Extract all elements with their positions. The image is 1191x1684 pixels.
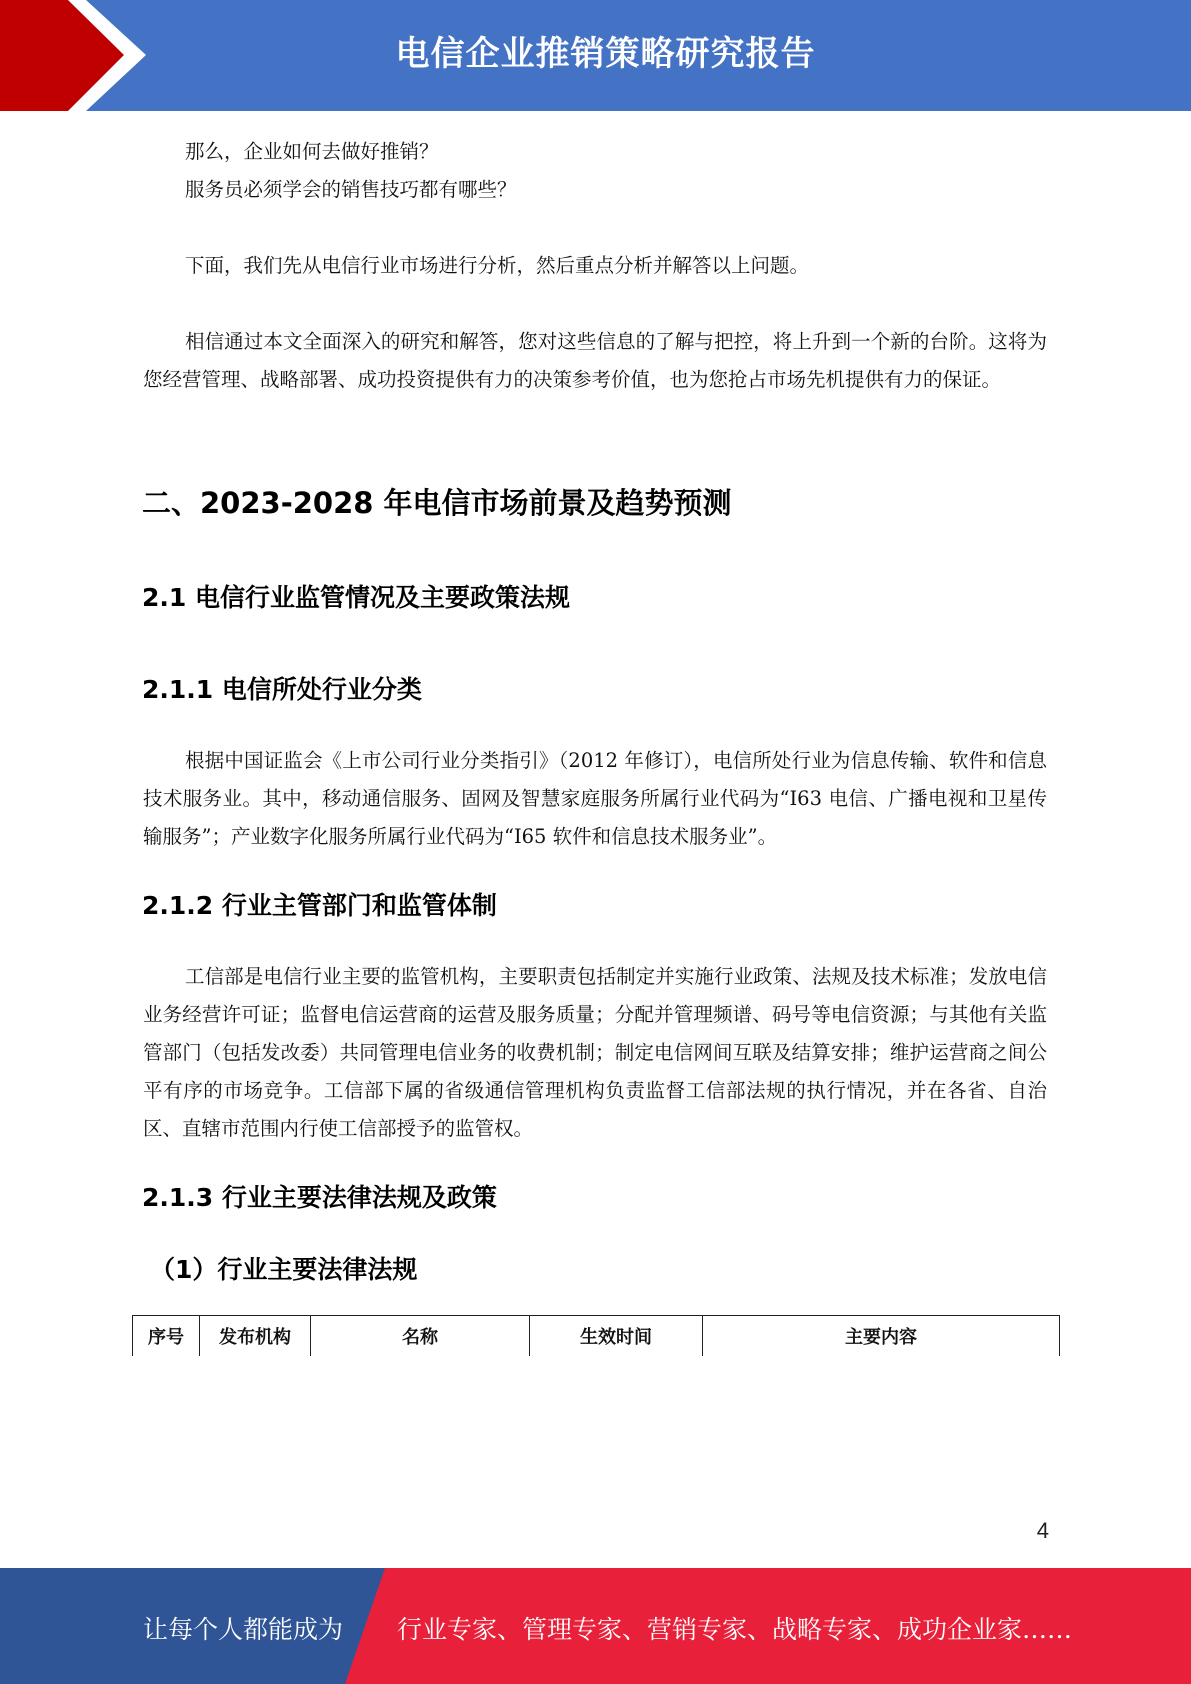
intro-paragraph-next: 下面，我们先从电信行业市场进行分析，然后重点分析并解答以上问题。 (185, 254, 810, 277)
report-title: 电信企业推销策略研究报告 (395, 34, 816, 74)
section-2-heading: 二、2023-2028 年电信市场前景及趋势预测 (142, 486, 732, 520)
section-2-1-2-text: 工信部是电信行业主要的监管机构，主要职责包括制定并实施行业政策、法规及技术标准；发放电信业务经营许可证；监督电信运营商的运营及服务质量；分配并管理频谱、码号等电信资源；与其他有关监管部门（包括发改委）共同管理电信业务的收费机制；制定电信网间互联及结算安排；维护运营商之间公平有序的市场竞争。工信部下属的省级通信管理机构负责监督工信部法规的执行情况，并在各省、自治区、直辖市范围内行使工信部授予的监管权。 (143, 965, 1047, 1140)
col-header-main-content: 主要内容 (703, 1316, 1060, 1357)
page-number: 4 (1036, 1518, 1049, 1543)
section-2-1-heading: 2.1 电信行业监管情况及主要政策法规 (142, 583, 570, 612)
col-header-issuer: 发布机构 (200, 1316, 311, 1357)
laws-table-header-row (133, 1316, 1060, 1357)
intro-line-1: 那么，企业如何去做好推销？ (185, 140, 439, 163)
page-header (0, 0, 1191, 111)
section-2-1-2-heading: 2.1.2 行业主管部门和监管体制 (142, 891, 497, 920)
col-header-name: 名称 (311, 1316, 530, 1357)
footer-slogan-right: 行业专家、管理专家、营销专家、战略专家、成功企业家…… (397, 1615, 1073, 1644)
col-header-effective-date: 生效时间 (530, 1316, 703, 1357)
page-footer (0, 1568, 1191, 1684)
section-2-1-3-heading: 2.1.3 行业主要法律法规及政策 (142, 1183, 497, 1212)
section-2-1-1-heading: 2.1.1 电信所处行业分类 (142, 675, 422, 704)
laws-subheading: （1）行业主要法律法规 (150, 1255, 418, 1284)
col-header-index: 序号 (133, 1316, 200, 1357)
intro-line-2: 服务员必须学会的销售技巧都有哪些？ (185, 178, 517, 201)
laws-table (132, 1315, 1060, 1357)
footer-slogan-left: 让每个人都能成为 (143, 1615, 344, 1644)
section-2-1-1-text: 根据中国证监会《上市公司行业分类指引》（2012 年修订），电信所处行业为信息传输、软件和信息技术服务业。其中，移动通信服务、固网及智慧家庭服务所属行业代码为“I63 电信、广播电视和卫星传输服务”；产业数字化服务所属行业代码为“I65 软件和信息技术服务业”。 (143, 749, 1047, 848)
intro-paragraph-value: 相信通过本文全面深入的研究和解答，您对这些信息的了解与把控，将上升到一个新的台阶。这将为您经营管理、战略部署、成功投资提供有力的决策参考价值，也为您抢占市场先机提供有力的保证。 (143, 330, 1047, 391)
